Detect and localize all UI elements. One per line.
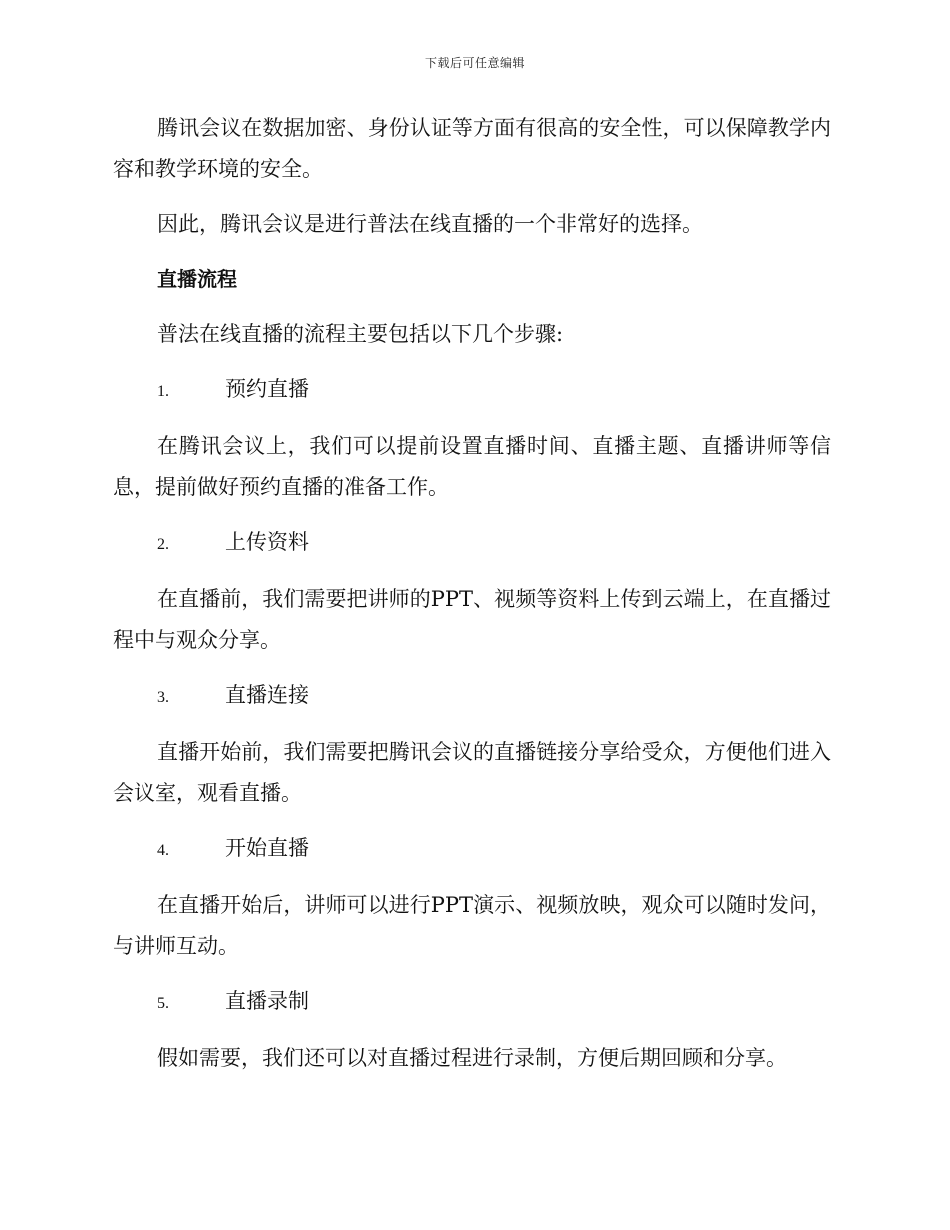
section-intro: 普法在线直播的流程主要包括以下几个步骤: xyxy=(157,322,564,346)
step-number: 1. xyxy=(157,383,169,400)
step-description: 在直播开始后，讲师可以进行PPT演示、视频放映，观众可以随时发问，与讲师互动。 xyxy=(113,893,831,958)
step-number: 2. xyxy=(157,536,169,553)
step-item xyxy=(113,981,831,1024)
step-number: 5. xyxy=(157,995,169,1012)
step-item xyxy=(113,675,831,718)
step-description: 在直播前，我们需要把讲师的PPT、视频等资料上传到云端上，在直播过程中与观众分享。 xyxy=(113,587,831,652)
step-title: 开始直播 xyxy=(225,836,309,860)
step-title: 上传资料 xyxy=(225,530,309,554)
section-heading: 直播流程 xyxy=(157,267,237,291)
step-item xyxy=(113,369,831,412)
step-number: 4. xyxy=(157,842,169,859)
step-description: 假如需要，我们还可以对直播过程进行录制，方便后期回顾和分享。 xyxy=(157,1046,787,1070)
document-body xyxy=(113,108,831,1079)
step-title: 预约直播 xyxy=(225,377,309,401)
step-number: 3. xyxy=(157,689,169,706)
step-title: 直播连接 xyxy=(225,683,309,707)
step-title: 直播录制 xyxy=(225,989,309,1013)
paragraph-security: 腾讯会议在数据加密、身份认证等方面有很高的安全性，可以保障教学内容和教学环境的安全。 xyxy=(113,116,831,181)
step-description: 在腾讯会议上，我们可以提前设置直播时间、直播主题、直播讲师等信息，提前做好预约直播的准备工作。 xyxy=(113,434,831,499)
step-description: 直播开始前，我们需要把腾讯会议的直播链接分享给受众，方便他们进入会议室，观看直播。 xyxy=(113,740,831,805)
step-item xyxy=(113,828,831,871)
paragraph-conclusion: 因此，腾讯会议是进行普法在线直播的一个非常好的选择。 xyxy=(157,212,703,236)
step-item xyxy=(113,522,831,565)
page-header: 下载后可任意编辑 xyxy=(424,56,525,70)
